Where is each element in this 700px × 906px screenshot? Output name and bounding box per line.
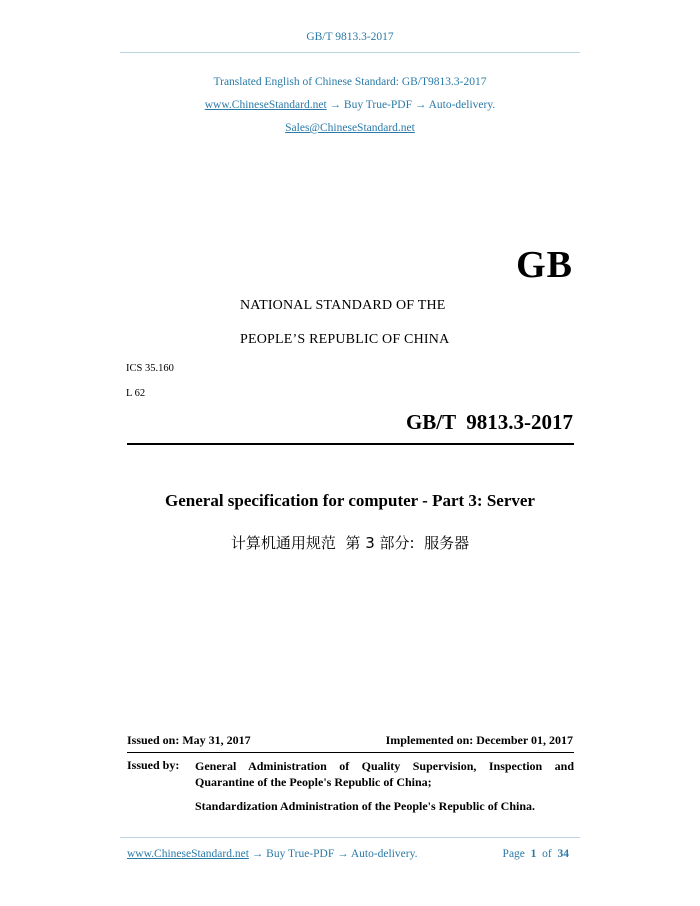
national-standard-line-2: PEOPLE’S REPUBLIC OF CHINA (240, 332, 450, 347)
issued-on-date: Issued on: May 31, 2017 (127, 733, 251, 747)
page-of: of (542, 848, 552, 860)
footer-divider (120, 837, 580, 838)
running-header: GB/T 9813.3-2017 (306, 31, 394, 43)
page-current: 1 (530, 848, 537, 860)
issuer-line-2: Quarantine of the People's Republic of China; (195, 775, 432, 789)
ccs-code: L 62 (126, 388, 146, 399)
issuer-line-3: Standardization Administration of the People's Republic of China. (195, 799, 536, 813)
page-total: 34 (557, 848, 569, 860)
promo-buy-text: → Buy True-PDF → Auto-delivery. (326, 99, 496, 111)
implemented-on-date: Implemented on: December 01, 2017 (385, 733, 573, 747)
promo-email-line (0, 122, 700, 134)
standard-number (406, 410, 573, 435)
page-label: Page (502, 848, 525, 860)
header-divider (120, 52, 580, 53)
title-chinese-text: 计算机通用规范 第 3 部分: 服务器 (230, 534, 470, 552)
site-link[interactable]: www.ChineseStandard.net (204, 99, 327, 111)
ics-code: ICS 35.160 (126, 363, 174, 374)
national-standard-line-1: NATIONAL STANDARD OF THE (240, 298, 446, 313)
issuer-line-1: General Administration of Quality Supervision, Inspection and (195, 759, 574, 773)
footer-site-link[interactable]: www.ChineseStandard.net (127, 848, 249, 860)
page-indicator (503, 848, 569, 860)
promo-translation-line: Translated English of Chinese Standard: GB/T9813.3-2017 (213, 76, 487, 88)
title-english: General specification for computer - Part 3: Server (165, 491, 535, 510)
footer-buy-text: → Buy True-PDF → Auto-delivery. (248, 848, 418, 860)
promo-buy-line (0, 99, 700, 111)
issue-divider (127, 752, 574, 753)
footer-buy-line (127, 848, 417, 860)
title-chinese (0, 532, 700, 553)
issued-by-label: Issued by: (127, 758, 180, 772)
standard-number-rule (127, 443, 574, 445)
issuer-block (195, 758, 574, 814)
email-link[interactable]: Sales@ChineseStandard.net (285, 122, 415, 134)
gb-mark: GB (516, 244, 573, 286)
standard-number-text: GB/T 9813.3-2017 (405, 410, 573, 434)
